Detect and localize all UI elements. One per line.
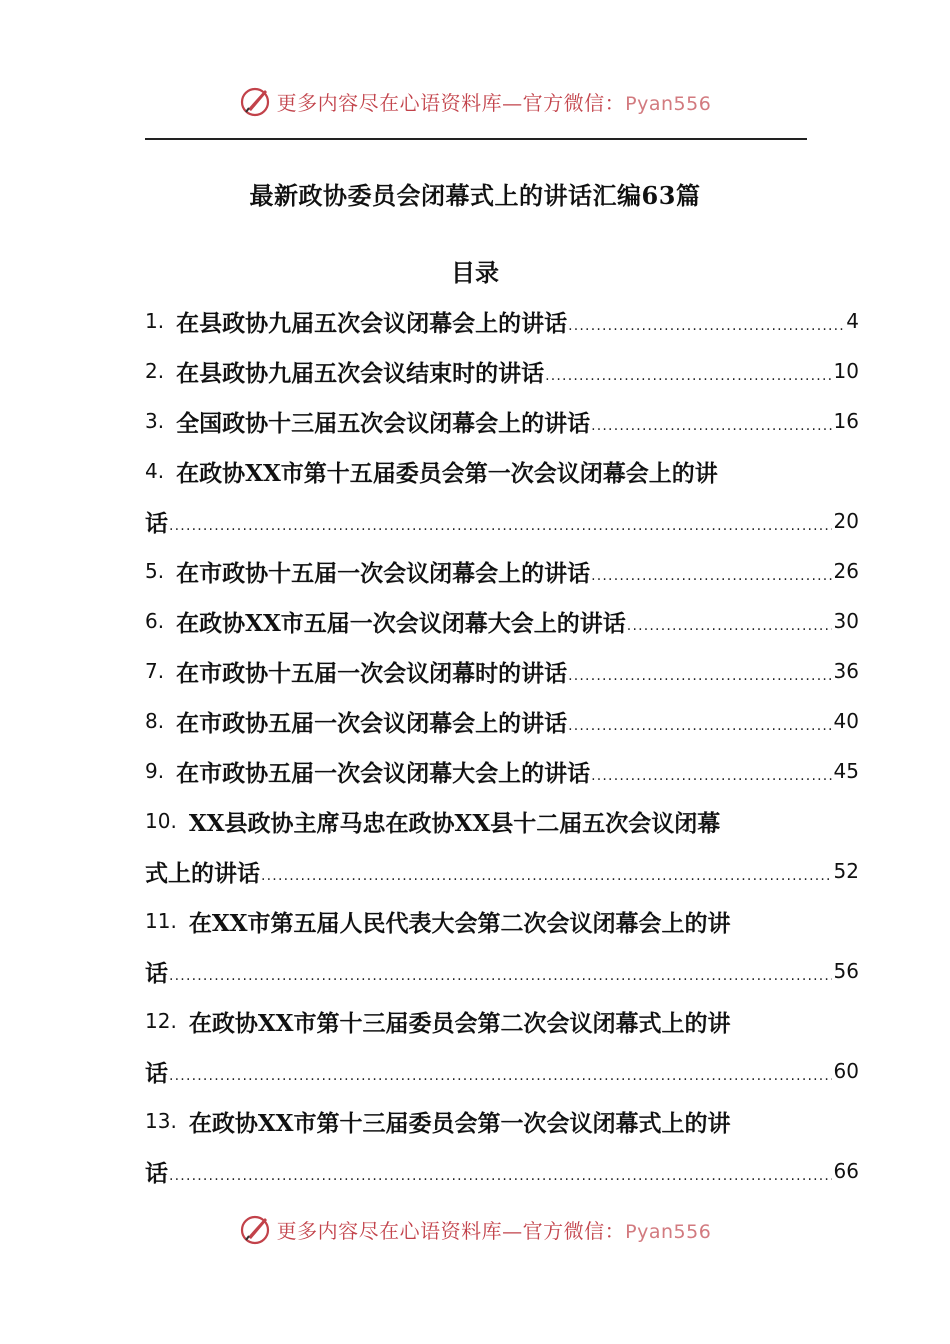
toc-page-number: 30	[833, 609, 859, 633]
toc-dot-leader	[591, 408, 831, 434]
toc-entry-continuation[interactable]	[145, 1046, 859, 1096]
toc-entry-number: 10.	[145, 809, 177, 833]
quill-logo-icon	[239, 1212, 273, 1246]
toc-entry[interactable]	[145, 646, 859, 696]
toc-entry-number: 11.	[145, 909, 177, 933]
toc-entry-number: 1.	[145, 309, 165, 333]
banner-text: 更多内容尽在心语资料库—官方微信：Pyan556	[276, 1218, 712, 1243]
document-title: 最新政协委员会闭幕式上的讲话汇编63篇	[249, 181, 701, 210]
toc-dot-leader	[591, 558, 831, 584]
toc-entry-title: 在政协XX市五届一次会议闭幕大会上的讲话	[176, 609, 626, 637]
footer-banner	[0, 1212, 950, 1246]
toc-heading: 目录	[451, 258, 499, 287]
toc-entry-title-cont: 话	[145, 1059, 168, 1087]
toc-entry[interactable]	[145, 896, 859, 946]
toc-dot-leader	[169, 1058, 832, 1084]
toc-entry-title: 在政协XX市第十五届委员会第一次会议闭幕会上的讲	[176, 459, 718, 487]
toc-entry[interactable]	[145, 346, 859, 396]
toc-entry-title: 在政协XX市第十三届委员会第二次会议闭幕式上的讲	[188, 1009, 731, 1037]
toc-entry-title: 在政协XX市第十三届委员会第一次会议闭幕式上的讲	[188, 1109, 731, 1137]
toc-page-number: 45	[833, 759, 859, 783]
toc-dot-leader	[169, 508, 832, 534]
toc-dot-leader	[545, 358, 831, 384]
toc-entry-title-cont: 话	[145, 959, 168, 987]
banner-wechat: Pyan556	[625, 1220, 712, 1243]
toc-entry-title: 在市政协十五届一次会议闭幕时的讲话	[176, 659, 568, 687]
toc-entry-number: 8.	[145, 709, 165, 733]
toc-page-number: 10	[833, 359, 859, 383]
toc-entry-title: 在市政协五届一次会议闭幕大会上的讲话	[176, 759, 591, 787]
toc-dot-leader	[568, 308, 844, 334]
toc-entry-continuation[interactable]	[145, 846, 859, 896]
toc-entry[interactable]	[145, 596, 859, 646]
toc-entry-number: 9.	[145, 759, 165, 783]
toc-dot-leader	[568, 708, 831, 734]
toc-entry-title-cont: 式上的讲话	[145, 859, 260, 887]
toc-entry-title: 在市政协五届一次会议闭幕会上的讲话	[176, 709, 568, 737]
toc-entry-number: 13.	[145, 1109, 177, 1133]
toc-page-number: 4	[846, 309, 859, 333]
table-of-contents	[145, 296, 859, 1196]
toc-dot-leader	[591, 758, 831, 784]
toc-entry-continuation[interactable]	[145, 496, 859, 546]
header-banner	[0, 84, 950, 118]
toc-dot-leader	[169, 1158, 832, 1184]
banner-wechat: Pyan556	[625, 92, 712, 115]
toc-entry[interactable]	[145, 396, 859, 446]
toc-entry-number: 4.	[145, 459, 165, 483]
toc-entry-title: XX县政协主席马忠在政协XX县十二届五次会议闭幕	[188, 809, 721, 837]
toc-entry-title: 在XX市第五届人民代表大会第二次会议闭幕会上的讲	[188, 909, 731, 937]
toc-entry[interactable]	[145, 546, 859, 596]
toc-page-number: 16	[833, 409, 859, 433]
toc-entry-number: 7.	[145, 659, 165, 683]
toc-dot-leader	[627, 608, 832, 634]
quill-logo-icon	[239, 84, 273, 118]
toc-page-number: 36	[833, 659, 859, 683]
toc-entry-title: 在市政协十五届一次会议闭幕会上的讲话	[176, 559, 591, 587]
toc-entry[interactable]	[145, 696, 859, 746]
toc-dot-leader	[568, 658, 831, 684]
toc-page-number: 56	[833, 959, 859, 983]
toc-entry-number: 6.	[145, 609, 165, 633]
toc-entry[interactable]	[145, 996, 859, 1046]
toc-entry-title-cont: 话	[145, 509, 168, 537]
toc-page-number: 60	[833, 1059, 859, 1083]
toc-entry[interactable]	[145, 296, 859, 346]
toc-page-number: 20	[833, 509, 859, 533]
toc-page-number: 52	[833, 859, 859, 883]
toc-entry-title: 在县政协九届五次会议闭幕会上的讲话	[176, 309, 568, 337]
toc-entry[interactable]	[145, 796, 859, 846]
toc-page-number: 40	[833, 709, 859, 733]
toc-entry-number: 12.	[145, 1009, 177, 1033]
toc-entry[interactable]	[145, 1096, 859, 1146]
toc-entry-continuation[interactable]	[145, 946, 859, 996]
toc-entry[interactable]	[145, 446, 859, 496]
toc-entry-number: 2.	[145, 359, 165, 383]
toc-dot-leader	[169, 958, 832, 984]
toc-entry-title-cont: 话	[145, 1159, 168, 1187]
toc-dot-leader	[261, 858, 832, 884]
toc-page-number: 66	[833, 1159, 859, 1183]
banner-text: 更多内容尽在心语资料库—官方微信：Pyan556	[276, 90, 712, 115]
toc-entry-continuation[interactable]	[145, 1146, 859, 1196]
toc-entry-title: 在县政协九届五次会议结束时的讲话	[176, 359, 545, 387]
toc-page-number: 26	[833, 559, 859, 583]
header-divider	[145, 138, 807, 140]
toc-entry-number: 5.	[145, 559, 165, 583]
toc-entry[interactable]	[145, 746, 859, 796]
toc-entry-number: 3.	[145, 409, 165, 433]
toc-entry-title: 全国政协十三届五次会议闭幕会上的讲话	[176, 409, 591, 437]
